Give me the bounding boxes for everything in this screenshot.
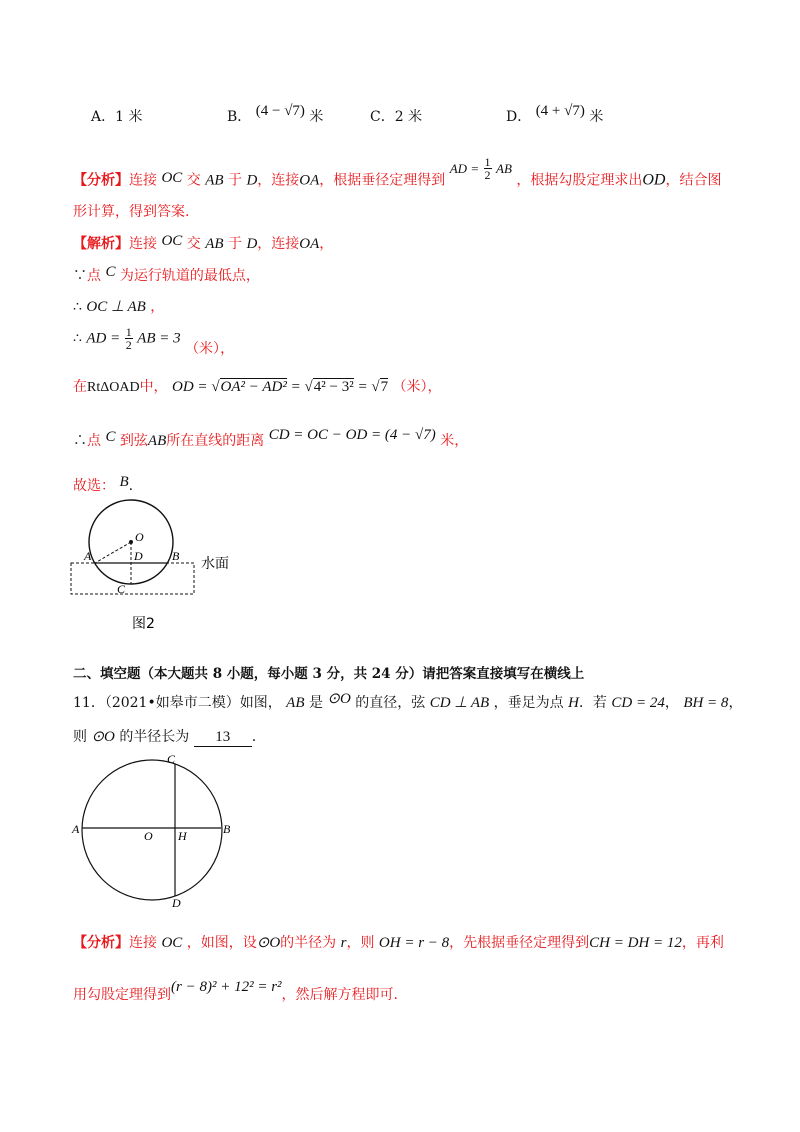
label-c: C	[167, 752, 176, 766]
label-c: C	[117, 582, 126, 596]
solution-tag: 【解析】	[73, 236, 129, 252]
answer-blank: 13	[194, 729, 252, 747]
therefore-symbol: ∴	[73, 433, 87, 449]
solution-line3	[73, 296, 164, 316]
math-circle-o: ⊙O	[327, 691, 351, 707]
solution-text: ，	[150, 299, 165, 315]
solution-line1	[73, 233, 333, 253]
question-text: 的半径长为	[119, 729, 190, 745]
math-ab: AB	[205, 172, 224, 189]
solution-text: 在	[73, 379, 87, 395]
solution-line6	[73, 427, 469, 450]
question-number: 11．	[73, 695, 105, 711]
therefore-symbol: ∴	[73, 299, 82, 315]
question-text: .	[251, 729, 257, 745]
question-text: ．若	[578, 695, 607, 711]
fraction-half	[125, 326, 133, 351]
analysis-1-line2: 形计算，得到答案.	[73, 204, 190, 220]
math-circle-o: ⊙O	[91, 729, 115, 745]
analysis-text: ，然后解方程即可.	[281, 987, 398, 1003]
question-text: 是	[308, 695, 323, 711]
analysis-text: ，根据勾股定理求出	[516, 172, 643, 189]
question-text: ，垂足为点	[493, 695, 564, 711]
fraction-numerator: 1	[125, 325, 132, 339]
question-source: （2021•如皋市二模）	[104, 695, 240, 711]
math-oc-perp-ab: OC ⊥ AB	[86, 299, 146, 315]
solution-text: .	[128, 478, 134, 494]
analysis-text: ，连接	[257, 172, 300, 189]
figure-water-box	[71, 563, 194, 594]
option-d-label: D．	[506, 109, 532, 125]
math-circle-o: ⊙O	[256, 935, 281, 951]
solution-line5	[73, 376, 442, 396]
math-oc: OC	[161, 233, 183, 249]
math-ab: AB	[205, 236, 224, 252]
analysis-text: 用勾股定理得到	[73, 987, 171, 1003]
analysis-tag: 【分析】	[73, 935, 129, 951]
sqrt-radicand: 7	[380, 379, 389, 395]
answer-b: B	[119, 474, 129, 490]
math-h: H	[568, 695, 579, 711]
unit-meter: 米，	[440, 433, 469, 449]
solution-text: 连接	[129, 236, 157, 252]
label-h: H	[178, 829, 187, 843]
sqrt-radicand: 4² − 3²	[313, 379, 354, 395]
math-c: C	[105, 264, 116, 280]
solution-text: 交	[186, 236, 201, 252]
analysis-text: 交	[186, 172, 201, 189]
analysis-text: ，再利	[681, 935, 724, 951]
formula-part: =	[353, 379, 372, 395]
solution-text: 为运行轨道的最低点，	[119, 268, 260, 284]
option-d-expr: (4 + √7)	[535, 103, 585, 119]
therefore-symbol: ∴	[73, 330, 82, 347]
math-oh: OH = r − 8	[378, 935, 450, 951]
label-a: A	[72, 822, 80, 836]
figure-circle-chord	[68, 748, 248, 908]
formula-od: OD = √OA² − AD² = √4² − 3² = √7	[172, 379, 389, 395]
solution-text: 所在直线的距离	[166, 433, 265, 449]
option-a: A．1 米	[91, 109, 143, 125]
fraction-half	[484, 156, 492, 181]
option-b	[227, 103, 324, 126]
analysis-2-line2	[73, 979, 398, 1004]
label-d: D	[134, 549, 143, 563]
option-b-label: B．	[227, 109, 252, 125]
analysis-text: 连接	[129, 172, 157, 189]
math-d: D	[246, 172, 258, 189]
figure-caption: 图2	[132, 616, 155, 632]
option-b-expr: (4 − √7)	[255, 103, 305, 119]
question-11-line1	[73, 692, 742, 712]
math-ab: AB	[147, 433, 167, 449]
water-surface-label: 水面	[201, 556, 229, 572]
solution-text: 故选：	[73, 478, 115, 494]
section-heading: 二、填空题（本大题共 8 小题，每小题 3 分，共 24 分）请把答案直接填写在横线上	[73, 666, 585, 682]
solution-line4	[73, 325, 235, 357]
math-c: C	[105, 429, 116, 445]
fraction-numerator: 1	[484, 155, 491, 169]
solution-text: ，	[427, 379, 442, 395]
math-d: D	[246, 236, 258, 252]
option-d-unit: 米	[589, 109, 604, 125]
analysis-text: 的半径为	[280, 935, 337, 951]
math-oa: OA	[299, 236, 320, 252]
label-b: B	[223, 822, 231, 836]
math-oa: OA	[299, 172, 320, 189]
analysis-text: ，如图，设	[186, 935, 257, 951]
math-cd-perp-ab: CD ⊥ AB	[429, 695, 490, 711]
solution-text: ，	[220, 340, 235, 357]
math-bh-8: BH = 8	[683, 695, 729, 711]
math-r: r	[340, 935, 347, 951]
label-b: B	[172, 549, 180, 563]
solution-line2	[73, 265, 260, 285]
formula-part: =	[286, 379, 305, 395]
question-text: 如图，	[239, 695, 282, 711]
math-ch-dh: CH = DH = 12	[589, 935, 682, 951]
math-cd-24: CD = 24	[611, 695, 665, 711]
figure-ferris-wheel	[66, 496, 256, 636]
option-b-unit: 米	[309, 109, 324, 125]
formula-rhs: AB	[496, 160, 512, 176]
analysis-text: ，根据垂径定理得到	[319, 172, 446, 189]
solution-text: 点	[87, 433, 101, 449]
label-o: O	[135, 530, 144, 544]
question-text: ，	[728, 695, 743, 711]
solution-line7	[73, 475, 133, 495]
segment-oa	[95, 542, 131, 563]
solution-text: 到弦	[119, 433, 148, 449]
formula-rhs: AB = 3	[137, 330, 181, 347]
label-d: D	[172, 896, 181, 908]
question-11-line2	[73, 726, 256, 747]
formula-lhs: AD =	[86, 330, 121, 347]
analysis-2-line1	[73, 932, 724, 952]
formula-ad-half-ab	[449, 155, 517, 182]
math-oc: OC	[161, 935, 183, 951]
sqrt-radicand: OA² − AD²	[220, 379, 287, 395]
fraction-denominator: 2	[484, 168, 491, 182]
formula-lhs: AD =	[449, 160, 480, 176]
analysis-1-line1	[73, 155, 722, 193]
question-text: 则	[73, 729, 87, 745]
because-symbol: ∵	[73, 268, 87, 284]
math-equation: (r − 8)² + 12² = r²	[171, 979, 282, 995]
unit-meter: （米）	[185, 340, 221, 357]
analysis-text: ，先根据垂径定理得到	[449, 935, 590, 951]
analysis-text: 连接	[129, 935, 157, 951]
analysis-tag: 【分析】	[73, 172, 129, 189]
analysis-text: ，结合图	[665, 172, 722, 189]
math-oc: OC	[161, 169, 183, 186]
label-o: O	[144, 829, 153, 843]
solution-text: 点	[87, 268, 101, 284]
solution-text: ，	[319, 236, 334, 252]
formula-part: OD =	[172, 379, 212, 395]
unit-meter: （米）	[392, 379, 428, 395]
triangle-name: RtΔOAD	[87, 380, 140, 395]
option-c: C．2 米	[370, 109, 423, 125]
math-od: OD	[642, 171, 666, 189]
solution-text: 中，	[139, 379, 168, 395]
center-point	[129, 540, 133, 544]
solution-text: 于	[227, 236, 242, 252]
question-text: ，	[664, 695, 679, 711]
solution-text: ，连接	[257, 236, 300, 252]
formula-cd: CD = OC − OD = (4 − √7)	[268, 427, 436, 443]
analysis-text: 于	[227, 172, 242, 189]
math-ab: AB	[286, 695, 305, 711]
analysis-text: ，则	[346, 935, 375, 951]
label-a: A	[84, 549, 92, 563]
option-d	[506, 103, 604, 126]
question-text: 的直径，弦	[355, 695, 426, 711]
fraction-denominator: 2	[125, 338, 132, 352]
